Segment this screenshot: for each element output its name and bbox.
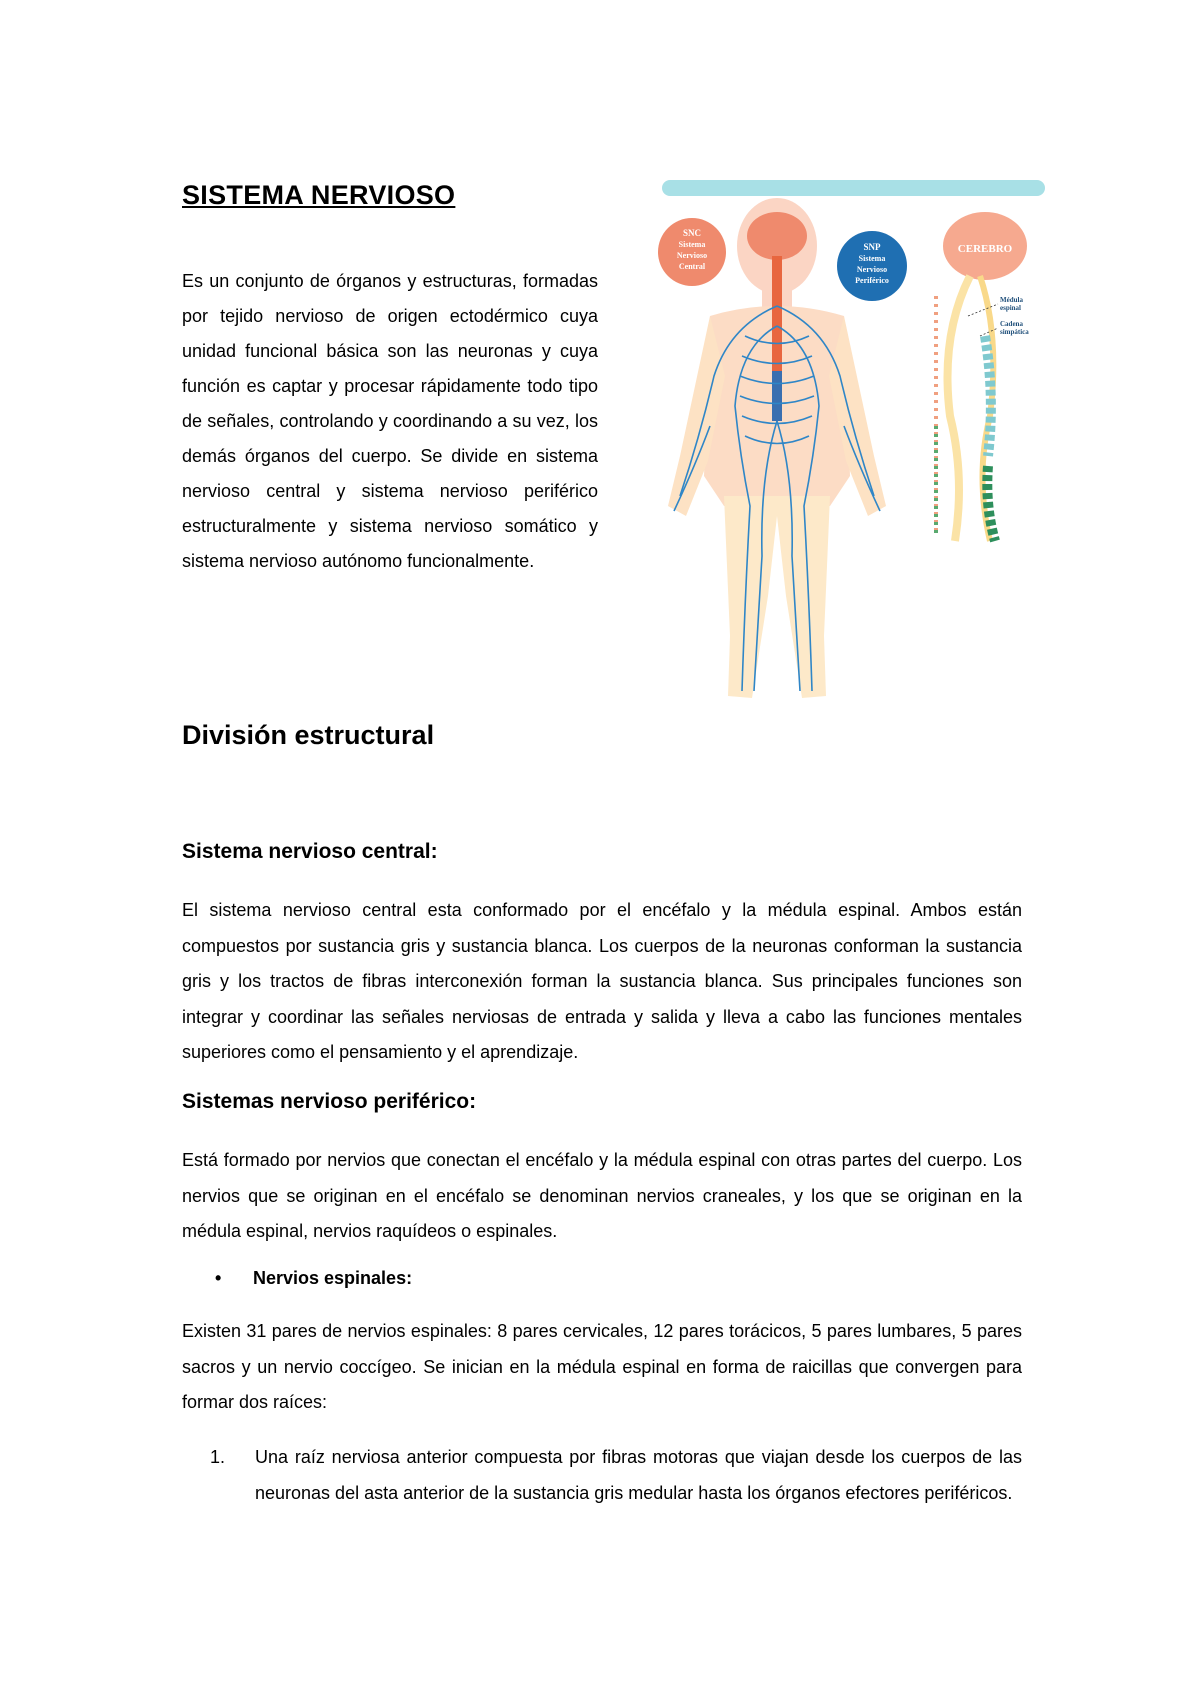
svg-text:SNC: SNC [682,228,702,238]
svg-text:Periférico: Periférico [855,276,889,285]
svg-text:Sistema: Sistema [678,240,706,249]
numbered-list-item [210,1440,1022,1511]
spinal-cord-upper [772,256,782,376]
svg-text:SNP: SNP [863,242,881,252]
top-banner-bar [662,180,1045,196]
intro-paragraph: Es un conjunto de órganos y estructuras, formadas por tejido nervioso de origen ectodérmico cuya unidad funcional básica son las neuronas y cuya función es captar y procesar rápidamente todo tipo de señales, controlando y coordinando a su vez, los demás órganos del cuerpo. Se divide en sistema nervioso central y sistema nervioso periférico estructuralmente y sistema nervioso somático y sistema nervioso autónomo funcionalmente. [182,271,598,571]
svg-text:CEREBRO: CEREBRO [957,243,1013,255]
snp-bubble [837,231,907,301]
cerebro-diagram [936,212,1029,541]
list-number: 1. [210,1447,226,1467]
page-title: SISTEMA NERVIOSO [182,180,456,210]
list-text: Una raíz nerviosa anterior compuesta por fibras motoras que viajan desde los cuerpos de las neuronas del asta anterior de la sustancia gris medular hasta los órganos efectores periféricos. [255,1447,1022,1503]
svg-text:Sistema: Sistema [858,254,886,263]
svg-text:simpática: simpática [1000,328,1029,336]
brain-shape [747,212,807,260]
bullet-icon: • [215,1268,222,1288]
svg-text:espinal: espinal [1000,304,1022,312]
snp-paragraph: Está formado por nervios que conectan el encéfalo y la médula espinal con otras partes del cuerpo. Los nervios que se originan en el encéfalo se denominan nervios craneales, y los que se originan en la médula espinal, nervios raquídeos o espinales. [182,1150,1022,1241]
nervous-system-illustration [650,176,1050,716]
snc-heading: Sistema nervioso central: [182,840,438,863]
svg-text:Central: Central [678,262,706,271]
snc-bubble [658,218,726,286]
section-heading: División estructural [182,720,435,750]
snc-paragraph: El sistema nervioso central esta conformado por el encéfalo y la médula espinal. Ambos están compuestos por sustancia gris y sustancia blanca. Los cuerpos de la neuronas conforman la sustancia gris y los tractos de fibras interconexión forman la sustancia blanca. Sus principales funciones son integrar y coordinar las señales nerviosas de entrada y salida y lleva a cabo las funciones mentales superiores como el pensamiento y el aprendizaje. [182,900,1022,1062]
spinal-cord-lower [772,371,782,421]
svg-text:Nervioso: Nervioso [676,251,708,260]
svg-text:Médula: Médula [1000,296,1023,304]
svg-text:Nervioso: Nervioso [856,265,888,274]
nervous-system-figure [650,176,1050,716]
bullet-item [215,1268,412,1289]
bullet-label: Nervios espinales: [253,1268,413,1288]
svg-text:Cadena: Cadena [1000,320,1023,328]
spinal-paragraph: Existen 31 pares de nervios espinales: 8 pares cervicales, 12 pares torácicos, 5 pares lumbares, 5 pares sacros y un nervio coccígeo. Se inician en la médula espinal en forma de raicillas que convergen para formar dos raíces: [182,1321,1022,1412]
snp-heading: Sistemas nervioso periférico: [182,1090,477,1113]
